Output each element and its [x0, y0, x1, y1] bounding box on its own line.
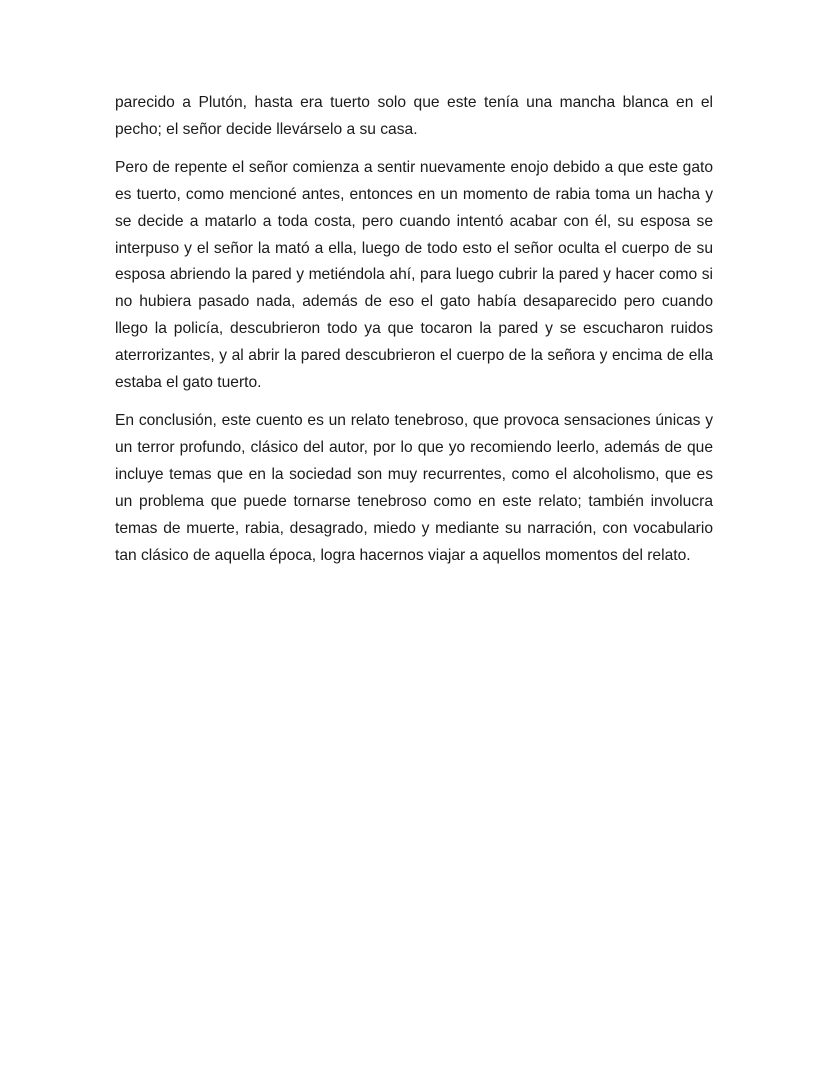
- paragraph-conclusion: En conclusión, este cuento es un relato tenebroso, que provoca sensaciones únicas y un terror profundo, clásico del autor, por lo que yo recomiendo leerlo, además de que incluye temas que en la sociedad son muy recurrentes, como el alcoholismo, que es un problema que puede tornarse tenebroso como en este relato; también involucra temas de muerte, rabia, desagrado, miedo y mediante su narración, con vocabulario tan clásico de aquella época, logra hacernos viajar a aquellos momentos del relato.: [115, 411, 713, 564]
- paragraph-continuation: parecido a Plutón, hasta era tuerto solo que este tenía una mancha blanca en el pecho; el señor decide llevárselo a su casa.: [115, 94, 713, 138]
- paragraph-story-climax: Pero de repente el señor comienza a sentir nuevamente enojo debido a que este gato es tuerto, como mencioné antes, entonces en un momento de rabia toma un hacha y se decide a matarlo a toda costa, pero cuando intentó acabar con él, su esposa se interpuso y el señor la mató a ella, luego de todo esto el señor oculta el cuerpo de su esposa abriendo la pared y metiéndola ahí, para luego cubrir la pared y hacer como si no hubiera pasado nada, además de eso el gato había desaparecido pero cuando llego la policía, descubrieron todo ya que tocaron la pared y se escucharon ruidos aterrorizantes, y al abrir la pared descubrieron el cuerpo de la señora y encima de ella estaba el gato tuerto.: [115, 158, 713, 392]
- document-body: [115, 90, 713, 580]
